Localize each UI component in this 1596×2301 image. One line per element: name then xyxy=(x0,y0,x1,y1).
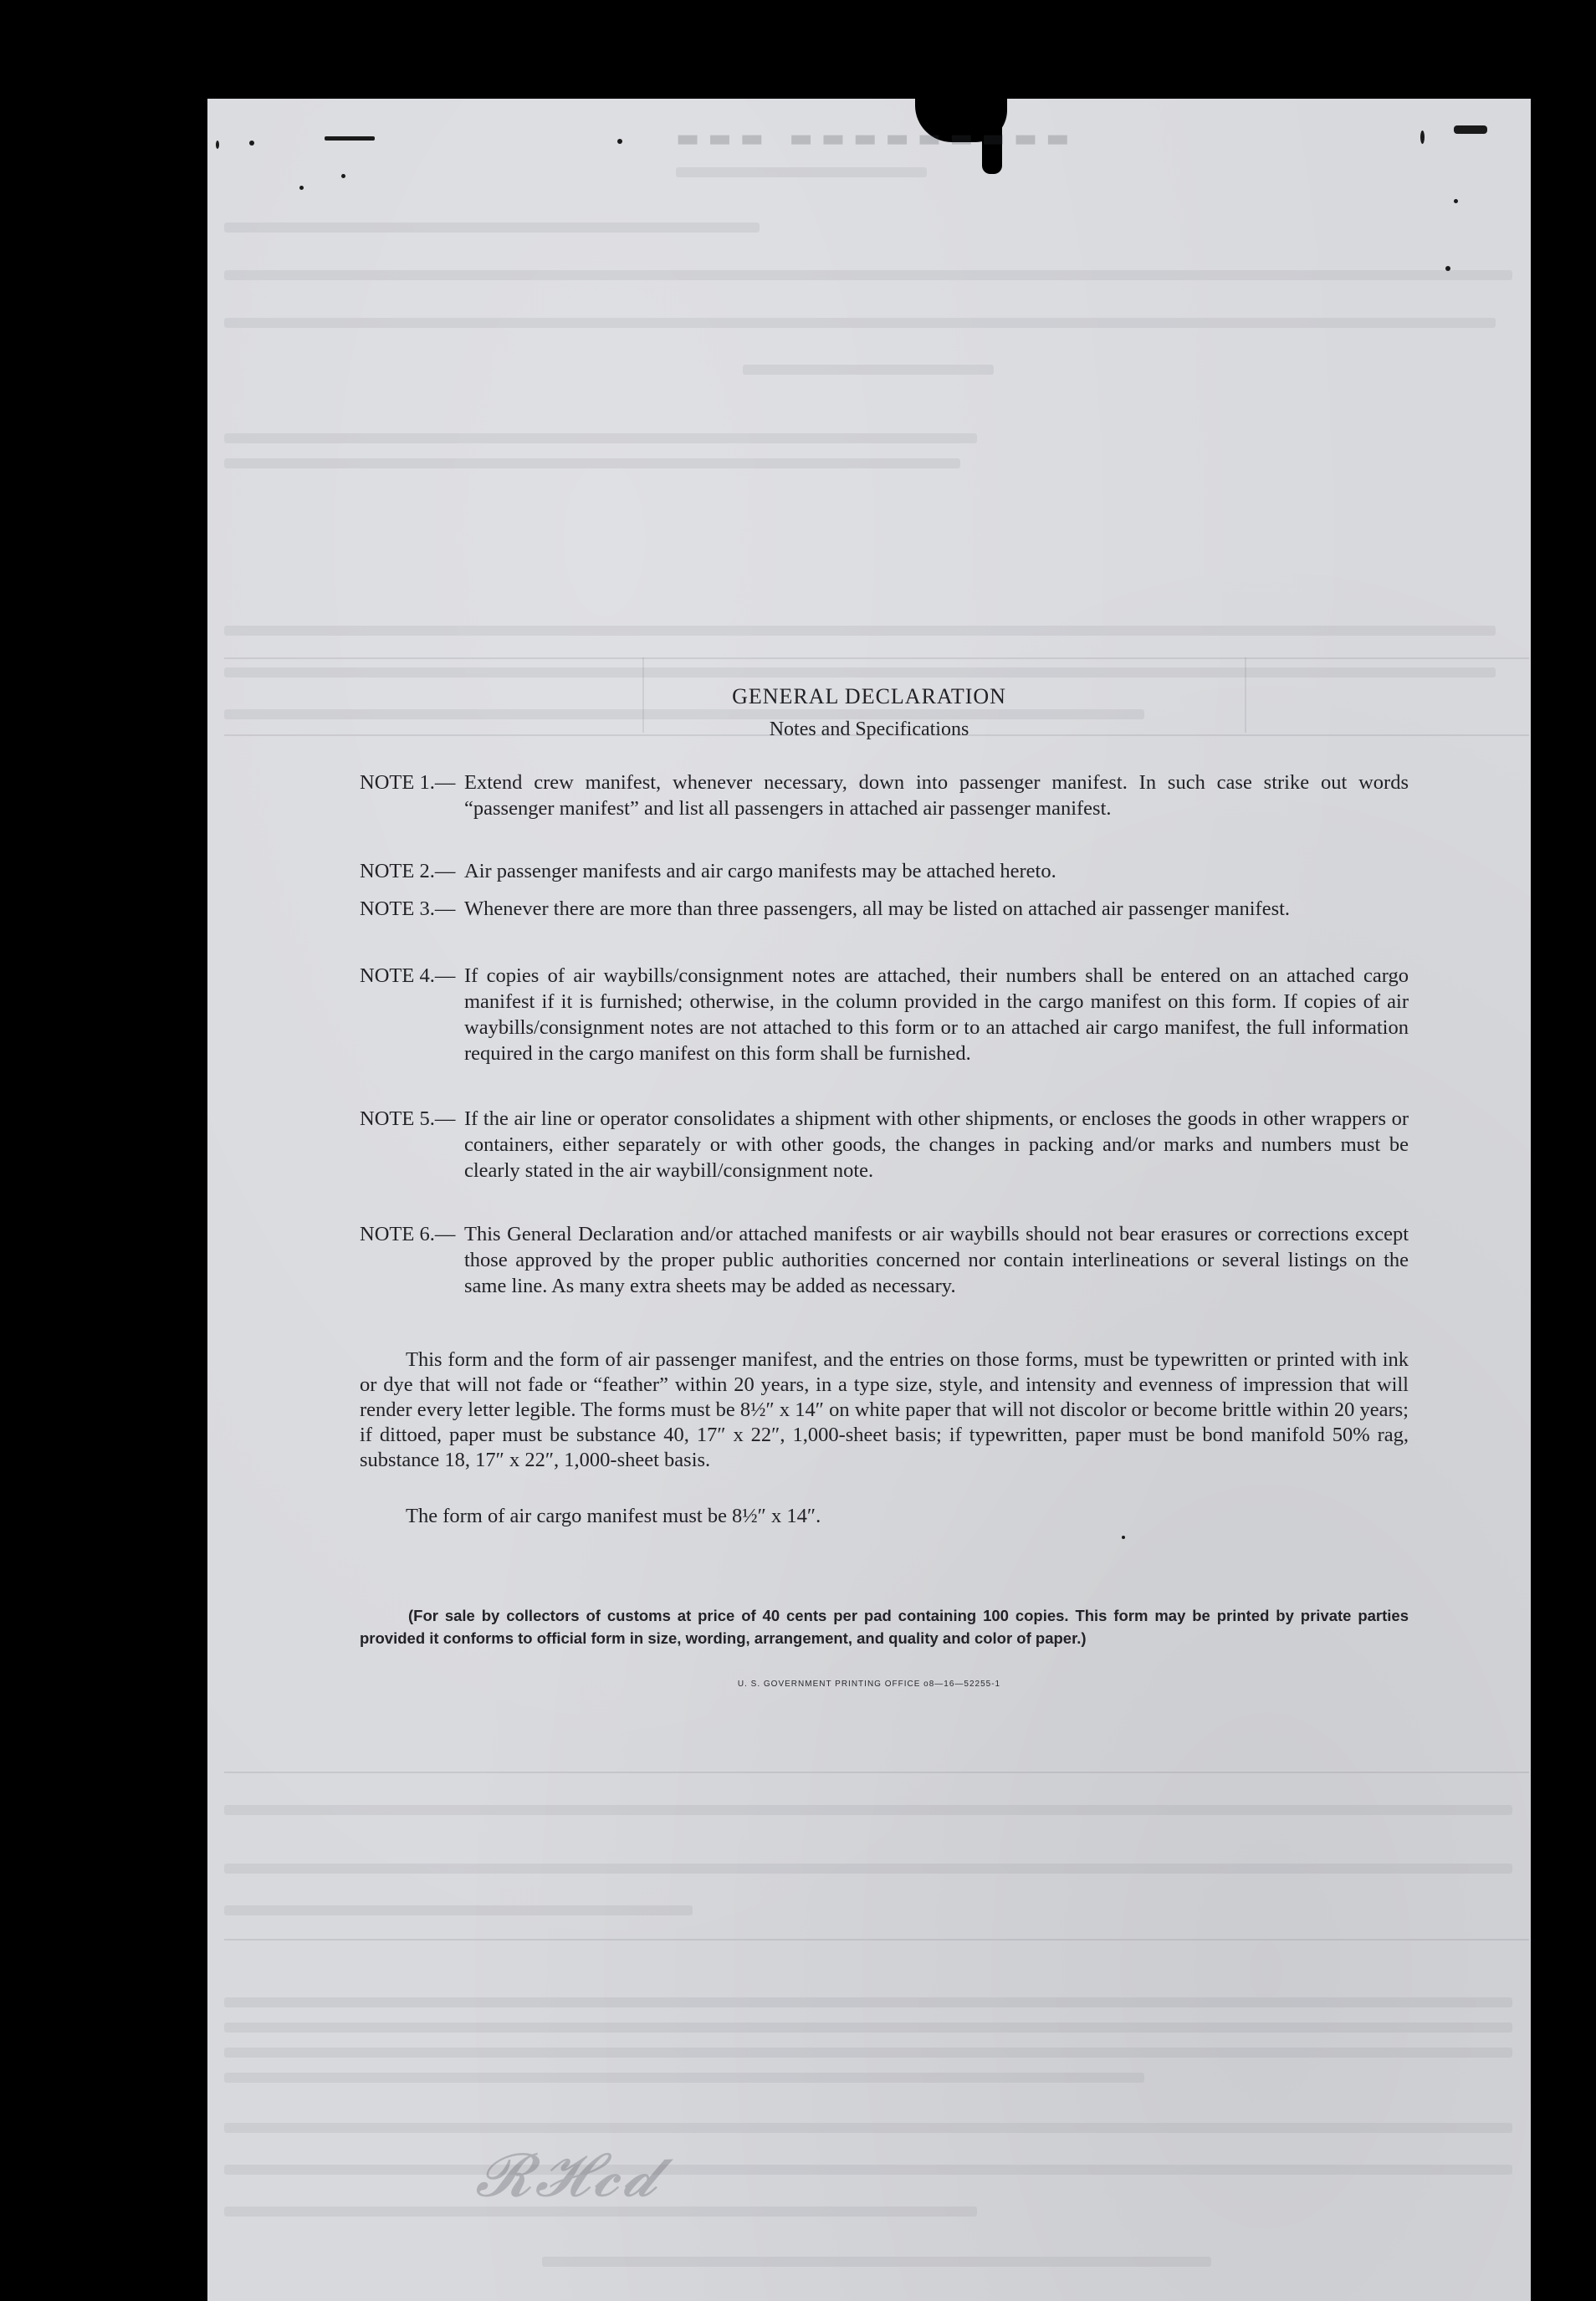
page-title: GENERAL DECLARATION xyxy=(732,684,1006,708)
note-label: NOTE 3.— xyxy=(360,897,456,920)
note-5 xyxy=(360,1106,1409,1184)
bleed-through-signature: 𝓡𝓗𝓬𝓭 xyxy=(475,2140,661,2210)
sale-notice: (For sale by collectors of customs at price of 40 cents per pad containing 100 copies. This form may be printed by private parties provided it conforms to official form in size, wording, arrangement, and quality and color of paper.) xyxy=(360,1607,1409,1647)
note-text: Air passenger manifests and air cargo manifests may be attached hereto. xyxy=(464,860,1056,882)
note-text: If copies of air waybills/consignment notes are attached, their numbers shall be entered on an attached cargo manifest if it is furnished; otherwise, in the column provided in the cargo manifest on this form. If copies of air waybills/consignment notes are not attached to this form or to an attached air cargo manifest, the full information required in the cargo manifest on this form shall be furnished. xyxy=(464,964,1409,1065)
form-requirements-paragraph: This form and the form of air passenger manifest, and the entries on those forms, must be typewritten or printed with ink or dye that will not fade or “feather” within 20 years, in a type size, style, and intensity and evenness of impression that will render every letter legible. The forms must be 8½″ x 14″ on white paper that will not discolor or become brittle within 20 years; if dittoed, paper must be substance 40, 17″ x 22″, 1,000-sheet basis; if typewritten, paper must be bond manifold 50% rag, substance 18, 17″ x 22″, 1,000-sheet basis. xyxy=(360,1348,1409,1471)
note-text: Extend crew manifest, whenever necessary, down into passenger manifest. In such case strike out words “passenger manifest” and list all passengers in attached air passenger manifest. xyxy=(464,771,1409,820)
note-label: NOTE 5.— xyxy=(360,1107,456,1130)
declaration-notes xyxy=(207,99,1531,2301)
note-label: NOTE 1.— xyxy=(360,771,456,794)
page-subtitle: Notes and Specifications xyxy=(769,718,969,740)
note-2 xyxy=(360,858,1409,884)
note-4 xyxy=(360,963,1409,1066)
note-text: This General Declaration and/or attached manifests or air waybills should not bear erasures or corrections except those approved by the proper public authorities concerned nor contain interlineations or several listings on the same line. As many extra sheets may be added as necessary. xyxy=(464,1223,1409,1297)
bleed-through-heading: ▬▬▬ ▬▬▬▬▬▬▬▬▬ xyxy=(676,124,1078,153)
document-page xyxy=(207,99,1531,2301)
note-1 xyxy=(360,770,1409,821)
note-label: NOTE 6.— xyxy=(360,1223,456,1245)
cargo-manifest-size-line: The form of air cargo manifest must be 8½″ x 14″. xyxy=(406,1505,821,1527)
note-text: Whenever there are more than three passengers, all may be listed on attached air passenger manifest. xyxy=(464,897,1291,920)
note-6 xyxy=(360,1221,1409,1299)
note-text: If the air line or operator consolidates a shipment with other shipments, or encloses the goods in other wrappers or containers, either separately or with other goods, the changes in packing and/or marks and numbers must be clearly stated in the air waybill/consignment note. xyxy=(464,1107,1409,1182)
note-label: NOTE 4.— xyxy=(360,964,456,987)
printer-imprint: U. S. GOVERNMENT PRINTING OFFICE o8—16—52255-1 xyxy=(737,1680,1001,1689)
note-3 xyxy=(360,896,1409,922)
note-label: NOTE 2.— xyxy=(360,860,456,882)
